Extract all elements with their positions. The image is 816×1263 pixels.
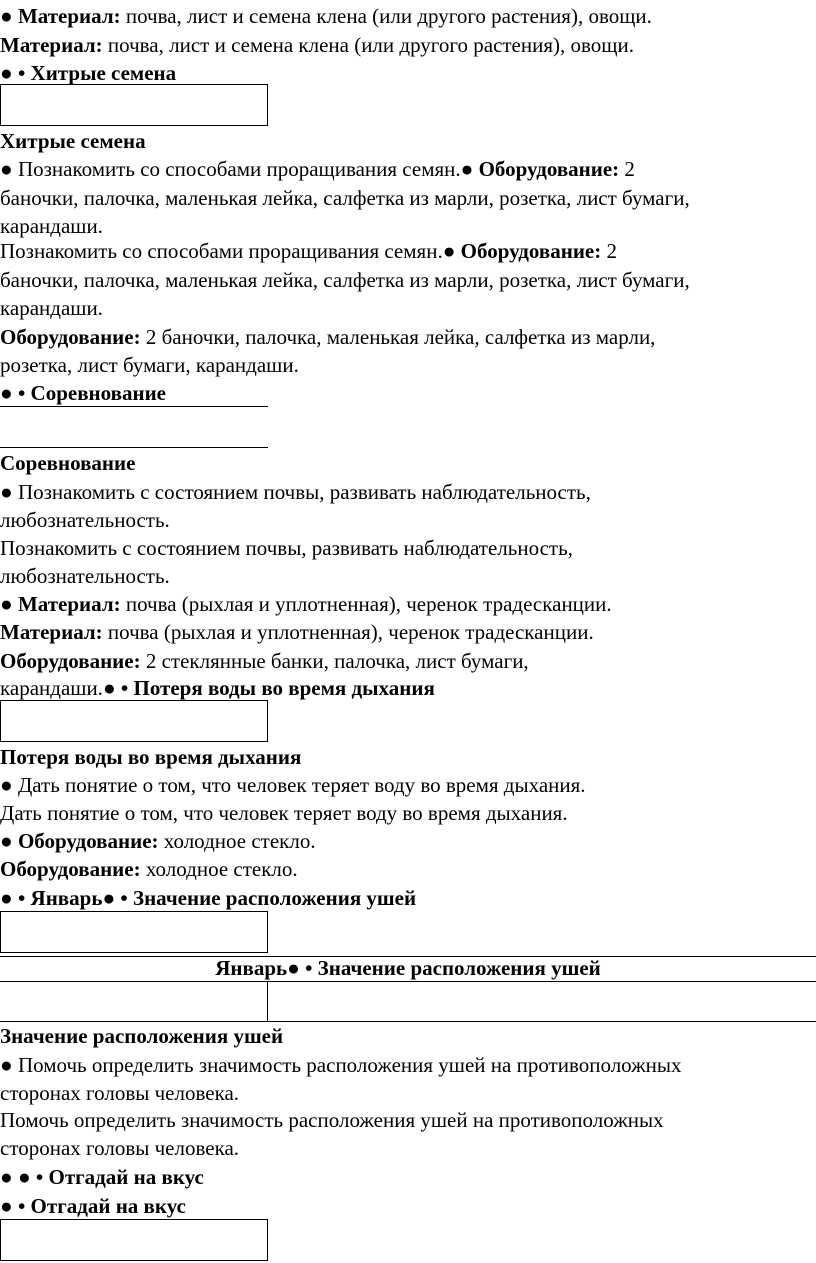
bullet-icon: ● bbox=[442, 239, 456, 263]
paragraph-line: карандаши. bbox=[0, 296, 103, 320]
empty-cell bbox=[0, 84, 268, 126]
material-text: почва, лист и семена клена (или другого растения), овощи. bbox=[120, 4, 652, 28]
paragraph-line bbox=[0, 325, 655, 349]
section-title: Январь bbox=[215, 956, 288, 980]
paragraph-text: Помочь определить значимость расположения ушей на противоположных bbox=[12, 1053, 682, 1077]
label-material: Материал: bbox=[17, 4, 121, 28]
label-material: Материал: bbox=[0, 620, 103, 644]
paragraph-line: карандаши. bbox=[0, 214, 103, 238]
divider bbox=[0, 406, 268, 407]
bullet-icon: ● bbox=[0, 61, 13, 85]
paragraph-line: любознательность. bbox=[0, 564, 170, 588]
paragraph-line: Дать понятие о том, что человек теряет воду во время дыхания. bbox=[0, 801, 568, 825]
divider bbox=[0, 981, 816, 982]
paragraph-text: Познакомить со способами проращивания семян. bbox=[0, 239, 443, 263]
material-line bbox=[0, 620, 594, 644]
dot-icon: • bbox=[35, 1165, 44, 1189]
bullet-icon: ● bbox=[102, 886, 116, 910]
bullet-icon: ● bbox=[17, 1165, 31, 1189]
divider bbox=[267, 981, 268, 1021]
label-equipment: Оборудование: bbox=[460, 239, 602, 263]
section-title: Хитрые семена bbox=[30, 61, 177, 85]
paragraph-line: баночки, палочка, маленькая лейка, салфетка из марли, розетка, лист бумаги, bbox=[0, 186, 690, 210]
bullet-icon: ● bbox=[0, 157, 13, 181]
label-material: Материал: bbox=[17, 592, 121, 616]
bullet-icon: ● bbox=[287, 956, 300, 980]
section-heading bbox=[0, 886, 416, 910]
paragraph-line bbox=[0, 773, 586, 797]
section-heading bbox=[0, 381, 166, 405]
bullet-icon: ● bbox=[460, 157, 474, 181]
bullet-icon: ● bbox=[0, 4, 13, 28]
paragraph-line bbox=[0, 157, 635, 181]
paragraph-text: 2 bbox=[601, 239, 617, 263]
dot-icon: • bbox=[120, 886, 128, 910]
section-heading: Соревнование bbox=[0, 451, 136, 475]
paragraph-text: Познакомить с состоянием почвы, развивать наблюдательность, bbox=[12, 480, 591, 504]
paragraph-line: сторонах головы человека. bbox=[0, 1136, 240, 1160]
paragraph-text: 2 стеклянные банки, палочка, лист бумаги, bbox=[140, 649, 529, 673]
bullet-icon: ● bbox=[0, 886, 13, 910]
paragraph-text: холодное стекло. bbox=[158, 829, 316, 853]
dot-icon: • bbox=[120, 676, 129, 700]
empty-cell bbox=[0, 1219, 268, 1261]
section-heading bbox=[0, 1194, 186, 1218]
divider bbox=[0, 1021, 816, 1022]
paragraph-text: 2 bbox=[619, 157, 635, 181]
bullet-icon: ● bbox=[0, 1053, 13, 1077]
section-title: Отгадай на вкус bbox=[48, 1165, 204, 1189]
label-equipment: Оборудование: bbox=[0, 325, 141, 349]
bullet-icon: ● bbox=[0, 1165, 13, 1189]
divider bbox=[0, 447, 268, 448]
label-equipment: Оборудование: bbox=[0, 649, 141, 673]
dot-icon: • bbox=[17, 61, 26, 85]
paragraph-line bbox=[0, 857, 298, 881]
paragraph-line bbox=[0, 676, 435, 700]
section-title: Январь bbox=[30, 886, 103, 910]
material-text: почва, лист и семена клена (или другого растения), овощи. bbox=[102, 33, 634, 57]
material-text: почва (рыхлая и уплотненная), черенок традесканции. bbox=[120, 592, 612, 616]
bullet-icon: ● bbox=[0, 1194, 13, 1218]
section-heading: Значение расположения ушей bbox=[0, 1024, 284, 1048]
material-line bbox=[0, 33, 634, 57]
bullet-icon: ● bbox=[0, 592, 13, 616]
bullet-icon: ● bbox=[102, 676, 116, 700]
paragraph-line: любознательность. bbox=[0, 508, 170, 532]
paragraph-line bbox=[0, 1053, 682, 1077]
dot-icon: • bbox=[305, 956, 313, 980]
section-heading: Хитрые семена bbox=[0, 129, 146, 153]
empty-cell bbox=[0, 700, 268, 742]
table-header bbox=[0, 956, 816, 980]
paragraph-line: розетка, лист бумаги, карандаши. bbox=[0, 353, 299, 377]
paragraph-text: холодное стекло. bbox=[140, 857, 298, 881]
section-title: Соревнование bbox=[30, 381, 166, 405]
bullet-icon: ● bbox=[0, 829, 13, 853]
bullet-icon: ● bbox=[0, 381, 13, 405]
bullet-icon: ● bbox=[0, 480, 13, 504]
section-heading bbox=[0, 1165, 204, 1189]
section-title: Значение расположения ушей bbox=[317, 956, 601, 980]
paragraph-text: 2 баночки, палочка, маленькая лейка, салфетка из марли, bbox=[140, 325, 656, 349]
label-equipment: Оборудование: bbox=[478, 157, 620, 181]
paragraph-line bbox=[0, 829, 316, 853]
paragraph-line bbox=[0, 480, 591, 504]
section-heading: Потеря воды во время дыхания bbox=[0, 745, 302, 769]
material-line bbox=[0, 4, 652, 28]
paragraph-line: баночки, палочка, маленькая лейка, салфетка из марли, розетка, лист бумаги, bbox=[0, 268, 690, 292]
material-text: почва (рыхлая и уплотненная), черенок традесканции. bbox=[102, 620, 594, 644]
empty-cell bbox=[0, 911, 268, 953]
paragraph-line: Помочь определить значимость расположения ушей на противоположных bbox=[0, 1108, 664, 1132]
section-title: Отгадай на вкус bbox=[30, 1194, 186, 1218]
dot-icon: • bbox=[17, 381, 26, 405]
paragraph-text: Познакомить со способами проращивания семян. bbox=[12, 157, 461, 181]
paragraph-line bbox=[0, 239, 617, 263]
paragraph-line bbox=[0, 649, 529, 673]
paragraph-text: Дать понятие о том, что человек теряет воду во время дыхания. bbox=[12, 773, 586, 797]
paragraph-line: сторонах головы человека. bbox=[0, 1081, 240, 1105]
section-title: Значение расположения ушей bbox=[132, 886, 417, 910]
label-equipment: Оборудование: bbox=[0, 857, 141, 881]
section-title: Потеря воды во время дыхания bbox=[133, 676, 435, 700]
dot-icon: • bbox=[17, 1194, 26, 1218]
bullet-icon: ● bbox=[0, 773, 13, 797]
paragraph-line: Познакомить с состоянием почвы, развивать наблюдательность, bbox=[0, 536, 573, 560]
dot-icon: • bbox=[17, 886, 26, 910]
paragraph-text: карандаши. bbox=[0, 676, 103, 700]
label-material: Материал: bbox=[0, 33, 103, 57]
label-equipment: Оборудование: bbox=[17, 829, 159, 853]
section-heading bbox=[0, 61, 176, 85]
material-line bbox=[0, 592, 612, 616]
